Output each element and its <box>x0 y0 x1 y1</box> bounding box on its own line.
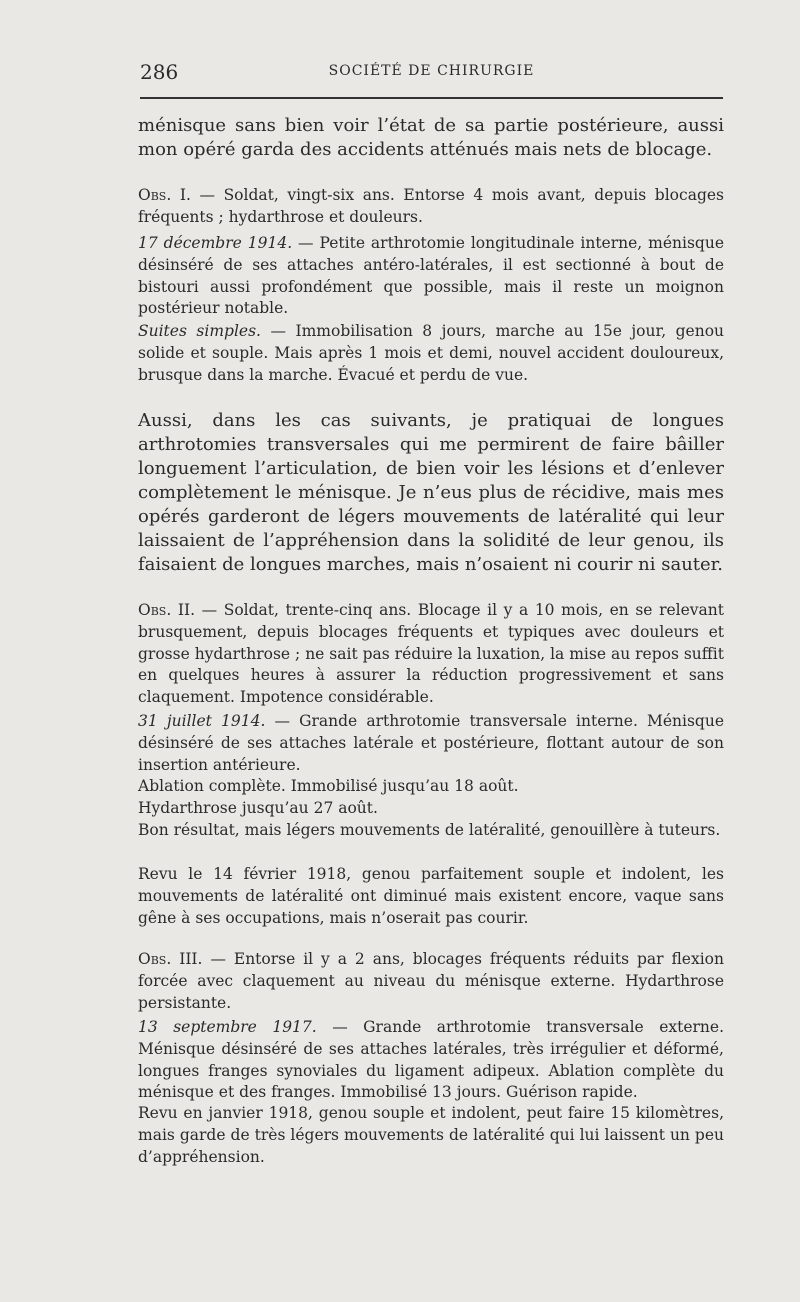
paragraph-arthrotomies: Aussi, dans les cas suivants, je pratiquai de longues arthrotomies transversales qui me permirent de faire bâiller longuement l’articulation, de bien voir les lésions et d’enlever complètement le ménisque. Je n’eus plus de récidive, mais mes opérés garderont de légers mouvements de latéralité qui leur laissaient de l’appréhension dans la solidité de leur genou, ils faisaient de longues marches, mais n’osaient ni courir ni sauter. <box>138 410 724 575</box>
obs-date: 17 décembre 1914. <box>138 234 293 252</box>
obs-suites-label: Suites simples. <box>138 322 261 340</box>
observation-2-operation: 31 juillet 1914. — Grande arthrotomie transversale interne. Ménisque désinséré de ses attaches latérale et postérieure, flottant autour de son insertion antérieure. <box>138 712 724 774</box>
observation-3: Obs. III. — Entorse il y a 2 ans, blocages fréquents réduits par flexion forcée avec claquement au niveau du ménisque externe. Hydarthrose persistante. <box>138 950 724 1012</box>
running-title: SOCIÉTÉ DE CHIRURGIE <box>328 63 535 79</box>
obs-date: 31 juillet 1914. <box>138 712 266 730</box>
obs-date: 13 septembre 1917. <box>138 1018 317 1036</box>
paragraph-intro: ménisque sans bien voir l’état de sa partie postérieure, aussi mon opéré garda des accidents atténués mais nets de blocage. <box>138 115 724 160</box>
observation-1-suites: Suites simples. — Immobilisation 8 jours, marche au 15e jour, genou solide et souple. Mais après 1 mois et demi, nouvel accident douloureux, brusque dans la marche. Évacué et perdu de vue. <box>138 322 725 384</box>
observation-1: Obs. I. — Soldat, vingt-six ans. Entorse 4 mois avant, depuis blocages fréquents ; hydarthrose et douleurs. <box>138 186 724 226</box>
observation-2: Obs. II. — Soldat, trente-cinq ans. Blocage il y a 10 mois, en se relevant brusquement, depuis blocages fréquents et typiques avec douleurs et grosse hydarthrose ; ne sait pas réduire la luxation, la mise au repos suffit en quelques heures à assurer la réduction progressivement et sans claquement. Impotence considérable. <box>138 601 724 707</box>
page-header <box>140 58 723 88</box>
obs-heading: Obs. III. <box>138 950 203 968</box>
obs-heading: Obs. I. <box>138 186 191 204</box>
observation-3-operation: 13 septembre 1917. — Grande arthrotomie transversale externe. Ménisque désinséré de ses attaches latérales, très irrégulier et déformé, longues franges synoviales du ligament adipeux. Ablation complète du ménisque et des franges. Immobilisé 13 jours. Guérison rapide. <box>138 1018 725 1102</box>
page-number: 286 <box>140 60 179 84</box>
observation-2-ablation: Ablation complète. Immobilisé jusqu’au 18 août. <box>138 777 519 795</box>
header-rule <box>140 97 723 99</box>
observation-2-revu: Revu le 14 février 1918, genou parfaitement souple et indolent, les mouvements de latéralité ont diminué mais existent encore, vaque sans gêne à ses occupations, mais n’oserait pas courir. <box>138 865 724 927</box>
obs-heading: Obs. II. <box>138 601 196 619</box>
observation-2-result: Bon résultat, mais légers mouvements de latéralité, genouillère à tuteurs. <box>138 821 721 839</box>
observation-2-hydarthrose: Hydarthrose jusqu’au 27 août. <box>138 799 378 817</box>
observation-3-revu: Revu en janvier 1918, genou souple et indolent, peut faire 15 kilomètres, mais garde de très légers mouvements de latéralité qui lui laissent un peu d’appréhension. <box>138 1104 724 1166</box>
observation-1-operation: 17 décembre 1914. — Petite arthrotomie longitudinale interne, ménisque désinséré de ses attaches antéro-latérales, il est sectionné à bout de bistouri aussi profondément que possible, mais il reste un moignon postérieur notable. <box>138 234 724 318</box>
